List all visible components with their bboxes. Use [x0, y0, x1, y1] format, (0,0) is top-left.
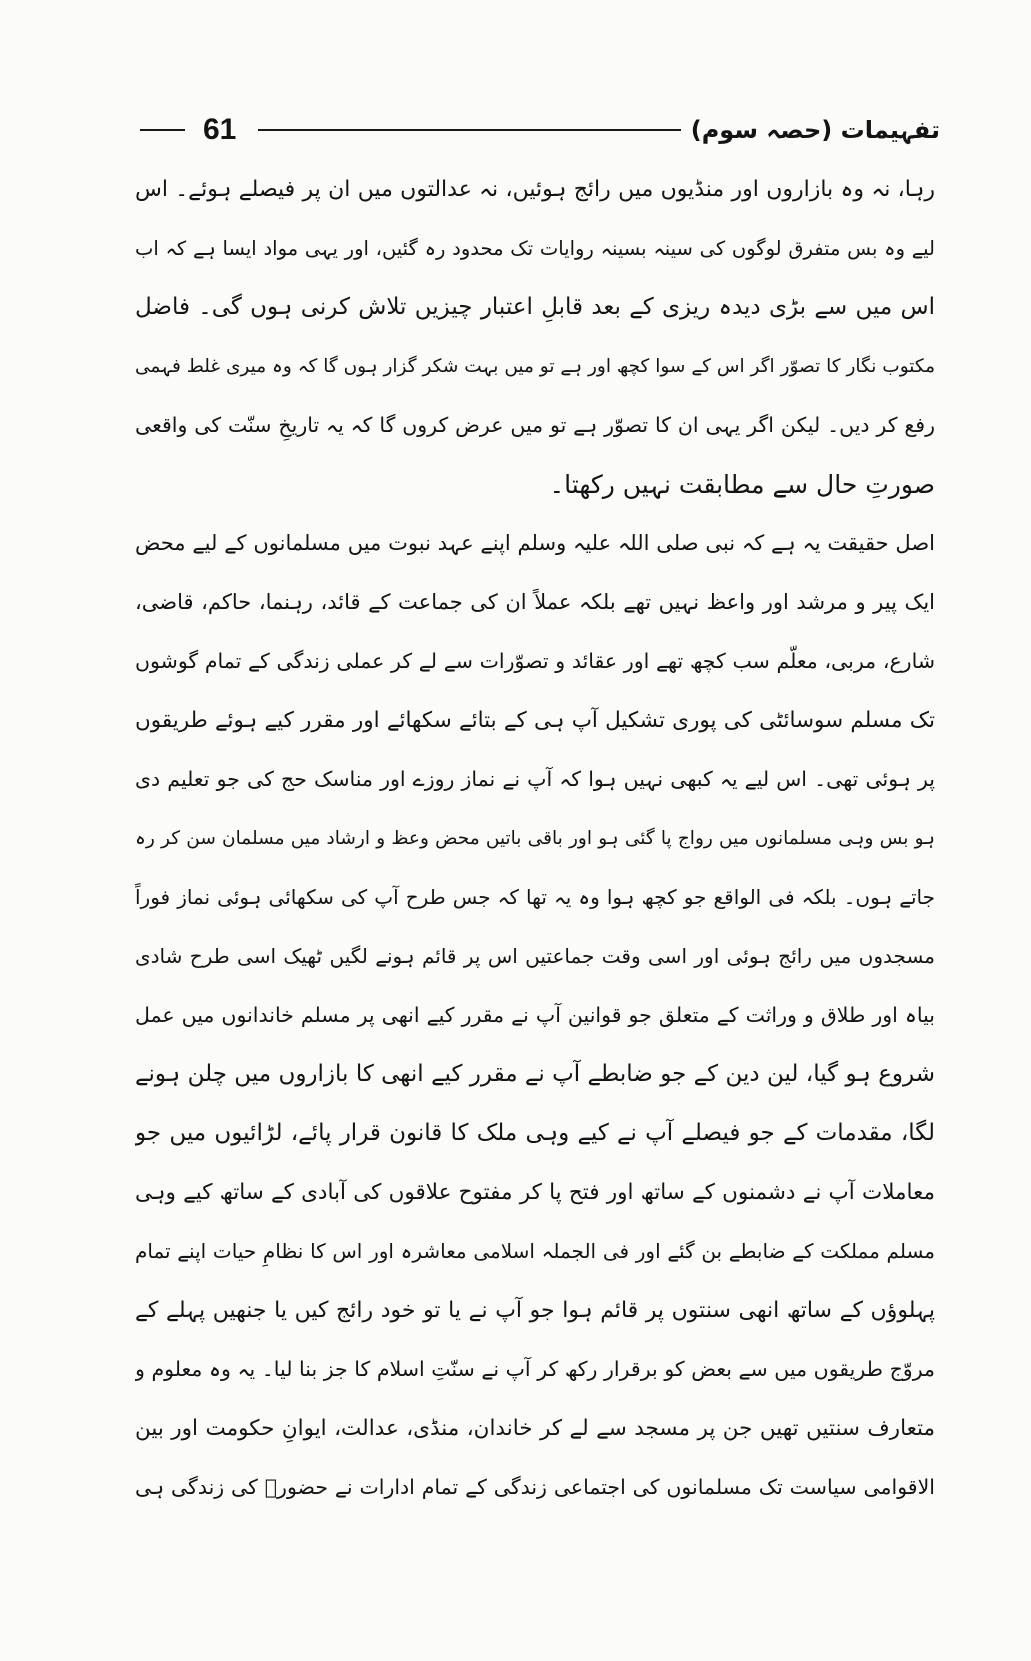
body-text	[135, 160, 935, 1517]
text-line: مکتوب نگار کا تصوّر اگر اس کے سوا کچھ اور ہے تو میں بہت شکر گزار ہوں گا کہ وہ میری غلط فہمی	[135, 356, 935, 377]
text-line: لیے وہ بس متفرق لوگوں کی سینہ بسینہ روایات تک محدود رہ گئیں، اور یہی مواد ایسا ہے کہ اب	[135, 237, 935, 260]
text-line: شروع ہو گیا، لین دین کے جو ضابطے آپ نے مقرر کیے انھی کا بازاروں میں چلن ہونے	[135, 1061, 935, 1087]
text-line: شارع، مربی، معلّم سب کچھ تھے اور عقائد و تصوّرات سے لے کر عملی زندگی کے تمام گوشوں	[135, 649, 935, 673]
text-line: پہلوؤں کے ساتھ انھی سنتوں پر قائم ہوا جو آپ نے یا تو خود رائج کیں یا جنھیں پہلے کے	[135, 1298, 935, 1323]
text-line: معاملات آپ نے دشمنوں کے ساتھ اور فتح پا کر مفتوح علاقوں کی آبادی کے ساتھ کیے وہی	[135, 1180, 935, 1205]
text-line: ہو بس وہی مسلمانوں میں رواج پا گئی ہو اور باقی باتیں محض وعظ و ارشاد میں مسلمان سن کر رہ	[135, 828, 935, 849]
text-line: ایک پیر و مرشد اور واعظ نہیں تھے بلکہ عملاً ان کی جماعت کے قائد، رہنما، حاکم، قاضی،	[135, 590, 935, 614]
text-line: الاقوامی سیاست تک مسلمانوں کی اجتماعی زندگی کے تمام ادارات نے حضورؐ کی زندگی ہی	[135, 1475, 935, 1499]
text-line: متعارف سنتیں تھیں جن پر مسجد سے لے کر خاندان، منڈی، عدالت، ایوانِ حکومت اور بین	[135, 1416, 935, 1441]
text-line: بیاہ اور طلاق و وراثت کے متعلق جو قوانین آپ نے مقرر کیے انھی پر مسلم خاندانوں میں عمل	[135, 1003, 935, 1027]
running-title: تفہیمات (حصہ سوم)	[690, 116, 940, 144]
text-line: رفع کر دیں۔ لیکن اگر یہی ان کا تصوّر ہے تو میں عرض کروں گا کہ یہ تاریخِ سنّت کی واقعی	[135, 413, 935, 437]
text-line: مروّج طریقوں میں سے بعض کو برقرار رکھ کر آپ نے سنّتِ اسلام کا جز بنا لیا۔ یہ وہ معلوم و	[135, 1357, 935, 1381]
header-rule	[258, 129, 680, 131]
text-line: لگا، مقدمات کے جو فیصلے آپ نے کیے وہی ملک کا قانون قرار پائے، لڑائیوں میں جو	[135, 1120, 935, 1146]
text-line: جاتے ہوں۔ بلکہ فی الواقع جو کچھ ہوا وہ یہ تھا کہ جس طرح آپ کی سکھائی ہوئی نماز فوراً	[135, 885, 935, 909]
text-line: مسجدوں میں رائج ہوئی اور اسی وقت جماعتیں اس پر قائم ہونے لگیں ٹھیک اسی طرح شادی	[135, 944, 935, 968]
text-line: تک مسلم سوسائٹی کی پوری تشکیل آپ ہی کے بتائے سکھائے اور مقرر کیے ہوئے طریقوں	[135, 708, 935, 733]
text-line: پر ہوئی تھی۔ اس لیے یہ کبھی نہیں ہوا کہ آپ نے نماز روزے اور مناسک حج کی جو تعلیم دی	[135, 767, 935, 791]
page-header	[140, 110, 940, 150]
page-number: 61	[203, 113, 237, 146]
text-line: اصل حقیقت یہ ہے کہ نبی صلی اللہ علیہ وسلم اپنے عہد نبوت میں مسلمانوں کے لیے محض	[135, 531, 935, 555]
text-line: رہا، نہ وہ بازاروں اور منڈیوں میں رائج ہوئیں، نہ عدالتوں میں ان پر فیصلے ہوئے۔ اس	[135, 177, 935, 202]
header-dash	[140, 129, 185, 131]
text-line: اس میں سے بڑی دیدہ ریزی کے بعد قابلِ اعتبار چیزیں تلاش کرنی ہوں گی۔ فاضل	[135, 294, 935, 320]
text-line: مسلم مملکت کے ضابطے بن گئے اور فی الجملہ اسلامی معاشرہ اور اس کا نظامِ حیات اپنے تمام	[135, 1239, 935, 1263]
paragraph-end-line: صورتِ حال سے مطابقت نہیں رکھتا۔	[549, 470, 935, 499]
